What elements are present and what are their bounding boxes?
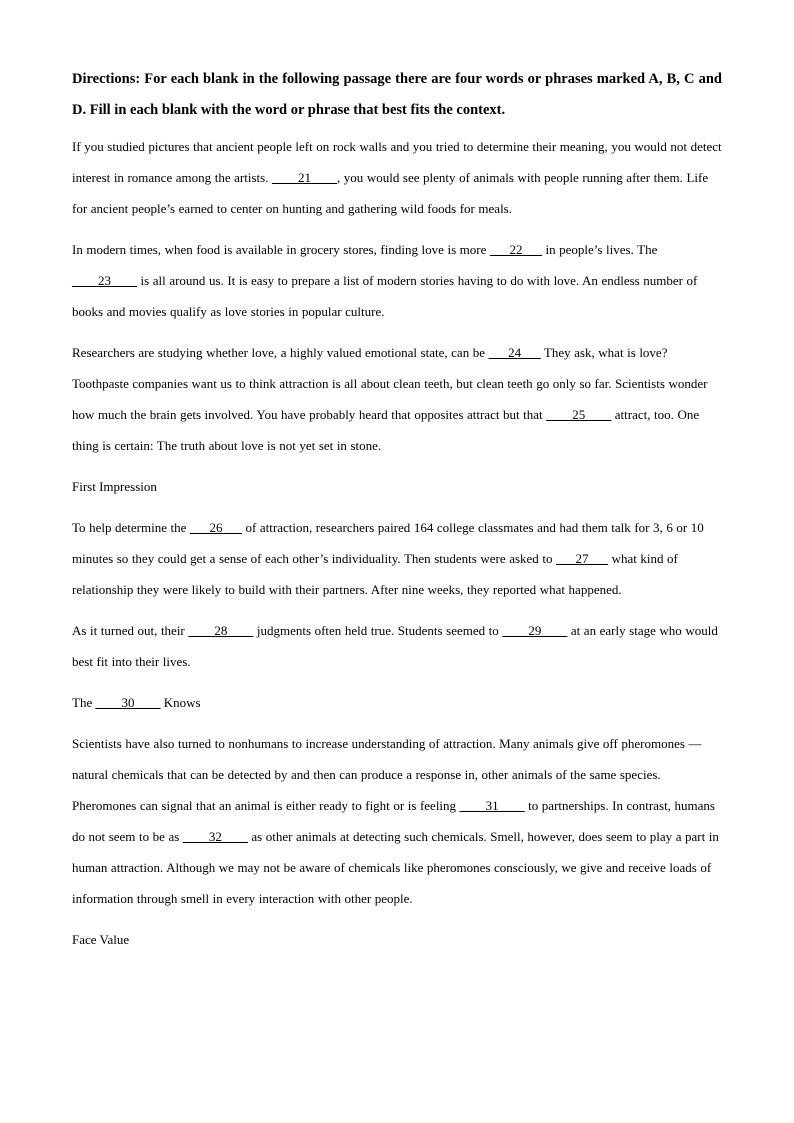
text-segment: The (72, 695, 96, 710)
passage-paragraph (72, 131, 722, 224)
text-segment: If you studied pictures that ancient people left on rock walls and you tried to determine their meaning, you would not detect interest in romance among the artists. (72, 139, 722, 185)
text-segment: of attraction, researchers paired 164 college classmates and had them talk for 3, 6 or 10 minutes so they could get a sense of each other’s individuality. Then students were asked to (72, 520, 704, 566)
text-segment: attract, too. One thing is certain: The truth about love is not yet set in stone. (72, 407, 700, 453)
cloze-blank: ___24___ (488, 345, 541, 360)
text-segment: , you would see plenty of animals with people running after them. Life for ancient people’s earned to center on hunting and gathering wild foods for meals. (72, 170, 709, 216)
text-segment: Face Value (72, 932, 130, 947)
text-segment: to partnerships. In contrast, humans do not seem to be as (72, 798, 715, 844)
document-page (72, 64, 722, 965)
text-segment: First Impression (72, 479, 157, 494)
text-segment: As it turned out, their (72, 623, 189, 638)
text-segment: Knows (160, 695, 201, 710)
passage-paragraph (72, 337, 722, 461)
cloze-blank: ____31____ (459, 798, 525, 813)
text-segment: at an early stage who would best fit into their lives. (72, 623, 718, 669)
text-segment: as other animals at detecting such chemicals. Smell, however, does seem to play a part in human attraction. Although we may not be aware of chemicals like pheromones consciously, we give and receive loads of information through smell in every interaction with other people. (72, 829, 719, 906)
text-segment: Scientists have also turned to nonhumans to increase understanding of attraction. Many animals give off pheromones — natural chemicals that can be detected by and then can produce a response in, other animals of the same species. Pheromones can signal that an animal is either ready to fight or is feeling (72, 736, 702, 813)
text-segment: Researchers are studying whether love, a highly valued emotional state, can be (72, 345, 489, 360)
text-segment: They ask, what is love? Toothpaste companies want us to think attraction is all about clean teeth, but clean teeth go only so far. Scientists wonder how much the brain gets involved. You have probably heard that opposites attract but that (72, 345, 708, 422)
text-segment: judgments often held true. Students seemed to (253, 623, 503, 638)
section-heading (72, 687, 722, 718)
text-segment: In modern times, when food is available in grocery stores, finding love is more (72, 242, 490, 257)
text-segment: is all around us. It is easy to prepare a list of modern stories having to do with love. An endless number of books and movies qualify as love stories in popular culture. (72, 273, 698, 319)
section-heading (72, 924, 722, 955)
cloze-blank: ___22___ (489, 242, 542, 257)
section-heading (72, 471, 722, 502)
text-segment: in people’s lives. The (541, 242, 658, 257)
passage-paragraph (72, 512, 722, 605)
cloze-blank: ___27___ (556, 551, 609, 566)
directions-text: Directions: For each blank in the following passage there are four words or phrases marked A, B, C and D. Fill in each blank with the word or phrase that best fits the context. (72, 71, 722, 118)
cloze-blank: ____25____ (546, 407, 612, 422)
passage-paragraph (72, 615, 722, 677)
cloze-blank: ____32____ (182, 829, 248, 844)
passage-paragraph (72, 234, 722, 327)
cloze-blank: ____21____ (272, 170, 337, 185)
cloze-blank: ____23____ (72, 273, 137, 288)
cloze-blank: ____30____ (95, 695, 161, 710)
cloze-blank: ____28____ (188, 623, 254, 638)
text-segment: To help determine the (72, 520, 190, 535)
cloze-blank: ____29____ (502, 623, 568, 638)
text-segment: what kind of relationship they were likely to build with their partners. After nine weeks, they reported what happened. (72, 551, 678, 597)
passage-body (72, 131, 722, 955)
cloze-blank: ___26___ (189, 520, 242, 535)
passage-paragraph (72, 728, 722, 914)
